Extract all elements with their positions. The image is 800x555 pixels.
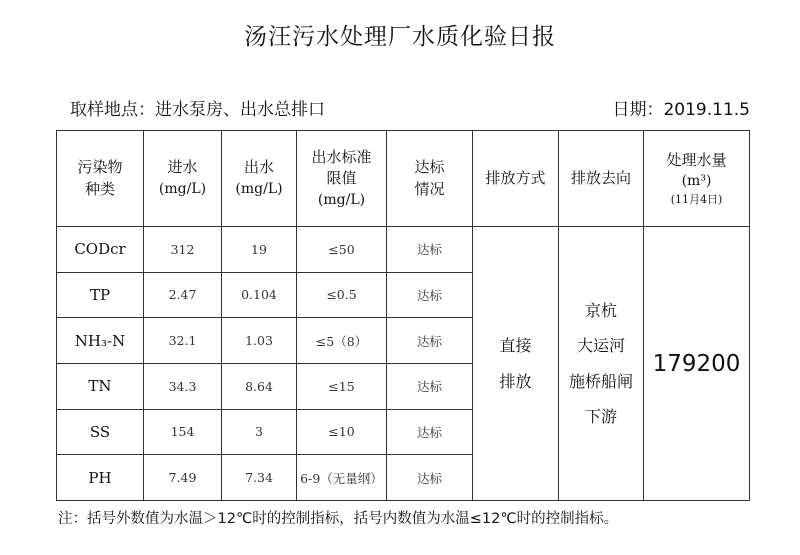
compliance-status: 达标 xyxy=(387,272,473,318)
outflow-value: 7.34 xyxy=(222,455,297,501)
outflow-value: 8.64 xyxy=(222,363,297,409)
header-row xyxy=(57,131,750,227)
limit-value: ≤50 xyxy=(297,227,387,273)
pollutant-name: NH₃-N xyxy=(57,318,144,364)
treated-volume-value: 179200 xyxy=(644,227,750,501)
limit-value: ≤0.5 xyxy=(297,272,387,318)
report-date: 日期：2019.11.5 xyxy=(612,100,750,120)
inflow-value: 2.47 xyxy=(144,272,222,318)
pollutant-name: PH xyxy=(57,455,144,501)
header-treated-volume: 处理水量 (m³) (11月4日) xyxy=(644,131,750,227)
limit-value: 6-9（无量纲） xyxy=(297,455,387,501)
limit-value: ≤15 xyxy=(297,363,387,409)
report-title: 汤汪污水处理厂水质化验日报 xyxy=(244,24,556,50)
compliance-status: 达标 xyxy=(387,227,473,273)
limit-value: ≤5（8） xyxy=(297,318,387,364)
header-limit: 出水标准 限值 (mg/L) xyxy=(297,131,387,227)
header-discharge-destination: 排放去向 xyxy=(559,131,644,227)
inflow-value: 154 xyxy=(144,409,222,455)
outflow-value: 3 xyxy=(222,409,297,455)
compliance-status: 达标 xyxy=(387,363,473,409)
outflow-value: 0.104 xyxy=(222,272,297,318)
pollutant-name: CODcr xyxy=(57,227,144,273)
footnote: 注：括号外数值为水温＞12℃时的控制指标，括号内数值为水温≤12℃时的控制指标。 xyxy=(58,511,619,527)
compliance-status: 达标 xyxy=(387,455,473,501)
discharge-destination-cell: 京杭 大运河 施桥船闸 下游 xyxy=(559,227,644,501)
compliance-status: 达标 xyxy=(387,409,473,455)
water-quality-table xyxy=(56,130,750,501)
header-compliance: 达标 情况 xyxy=(387,131,473,227)
inflow-value: 34.3 xyxy=(144,363,222,409)
inflow-value: 32.1 xyxy=(144,318,222,364)
pollutant-name: TN xyxy=(57,363,144,409)
limit-value: ≤10 xyxy=(297,409,387,455)
compliance-status: 达标 xyxy=(387,318,473,364)
inflow-value: 312 xyxy=(144,227,222,273)
pollutant-name: TP xyxy=(57,272,144,318)
sampling-location: 取样地点：进水泵房、出水总排口 xyxy=(70,100,325,120)
pollutant-name: SS xyxy=(57,409,144,455)
inflow-value: 7.49 xyxy=(144,455,222,501)
header-outflow: 出水 (mg/L) xyxy=(222,131,297,227)
header-pollutant: 污染物 种类 xyxy=(57,131,144,227)
outflow-value: 1.03 xyxy=(222,318,297,364)
discharge-method-cell: 直接 排放 xyxy=(473,227,559,501)
header-inflow: 进水 (mg/L) xyxy=(144,131,222,227)
outflow-value: 19 xyxy=(222,227,297,273)
header-discharge-method: 排放方式 xyxy=(473,131,559,227)
table-row xyxy=(57,227,750,273)
